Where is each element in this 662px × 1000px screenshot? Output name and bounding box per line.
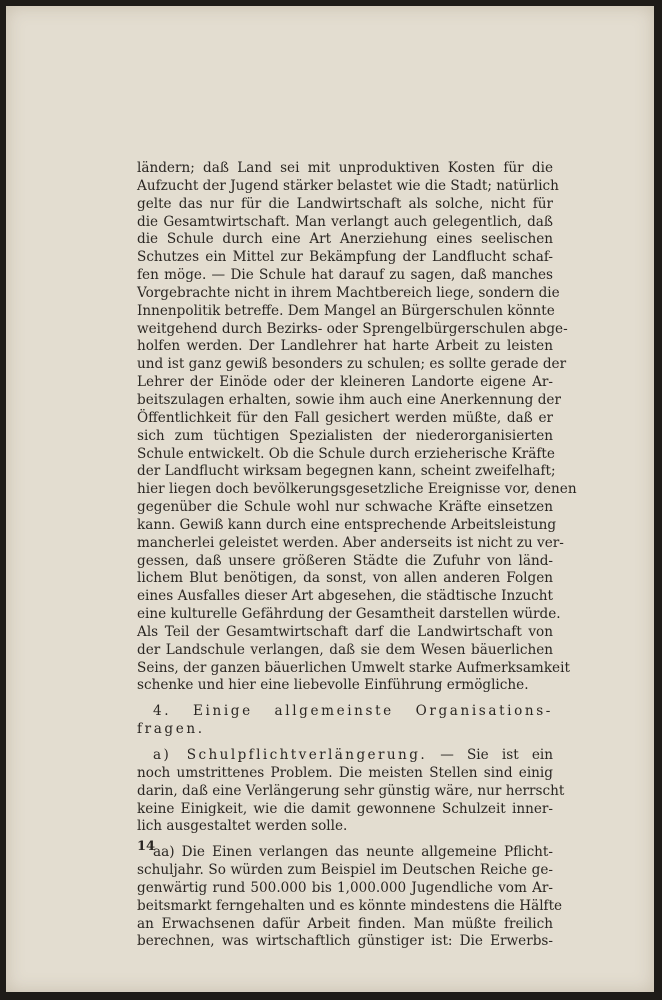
- text-line: an Erwachsenen dafür Arbeit finden. Man müßte freilich: [137, 915, 553, 932]
- text-line: gessen, daß unsere größeren Städte die Zufuhr von länd-: [137, 552, 553, 569]
- text-line: eine kulturelle Gefährdung der Gesamtheit darstellen würde.: [137, 606, 561, 623]
- text-line: [137, 747, 553, 765]
- text-line: holfen werden. Der Landlehrer hat harte Arbeit zu leisten: [137, 338, 553, 355]
- text-line: Lehrer der Einöde oder der kleineren Landorte eigene Ar-: [137, 374, 553, 391]
- text-line: darin, daß eine Verlängerung sehr günstig wäre, nur herrscht: [137, 782, 565, 799]
- paragraph-spacing: [137, 836, 553, 844]
- text-line: eines Ausfalles dieser Art abgesehen, die städtische Inzucht: [137, 588, 553, 605]
- text-line: Schule entwickelt. Ob die Schule durch erzieherische Kräfte: [137, 445, 555, 462]
- heading-line: 4. Einige allgemeinste Organisations-: [153, 703, 553, 720]
- text-line: berechnen, was wirtschaftlich günstiger ist: Die Erwerbs-: [137, 933, 553, 950]
- text-line: beitszulagen erhalten, sowie ihm auch eine Anerkennung der: [137, 391, 561, 408]
- text-line: kann. Gewiß kann durch eine entsprechende Arbeitsleistung: [137, 516, 557, 533]
- text-line: Aufzucht der Jugend stärker belastet wie die Stadt; natürlich: [137, 177, 559, 194]
- page-number: 14: [137, 839, 156, 854]
- text-line: die Gesamtwirtschaft. Man verlangt auch gelegentlich, daß: [137, 213, 553, 230]
- text-line: beitsmarkt ferngehalten und es könnte mindestens die Hälfte: [137, 897, 563, 914]
- text-line: mancherlei geleistet werden. Aber anderseits ist nicht zu ver-: [137, 534, 564, 551]
- book-page: [6, 6, 654, 992]
- text-line: Seins, der ganzen bäuerlichen Umwelt starke Aufmerksamkeit: [137, 659, 570, 676]
- text-line: genwärtig rund 500.000 bis 1,000.000 Jugendliche vom Ar-: [137, 879, 553, 896]
- text-line: schenke und hier eine liebevolle Einführung ermögliche.: [137, 677, 529, 694]
- text-line: Innenpolitik betreffe. Dem Mangel an Bürgerschulen könnte: [137, 302, 555, 319]
- text-line: Als Teil der Gesamtwirtschaft darf die Landwirtschaft von: [137, 623, 553, 640]
- text-line: ländern; daß Land sei mit unproduktiven Kosten für die: [137, 160, 553, 176]
- subsection-label: a) Schulpflichtverlängerung.: [153, 747, 428, 763]
- text-line: gegenüber die Schule wohl nur schwache Kräfte einsetzen: [137, 499, 553, 516]
- text-line: weitgehend durch Bezirks- oder Sprengelbürgerschulen abge-: [137, 320, 568, 337]
- paragraph-spacing: [137, 739, 553, 747]
- paragraph-neuntes-schuljahr: [137, 844, 563, 951]
- text-line: die Schule durch eine Art Anerziehung eines seelischen: [137, 231, 553, 248]
- paragraph-landflucht: [137, 160, 577, 695]
- text-line: Schutzes ein Mittel zur Bekämpfung der Landflucht schaf-: [137, 249, 553, 266]
- text-line: gelte das nur für die Landwirtschaft als solche, nicht für: [137, 195, 553, 212]
- text-line: lichem Blut benötigen, da sonst, von allen anderen Folgen: [137, 570, 553, 587]
- heading-line: fragen.: [137, 721, 205, 738]
- text-segment: — Sie ist ein: [427, 747, 553, 763]
- text-line: hier liegen doch bevölkerungsgesetzliche Ereignisse vor, denen: [137, 481, 577, 498]
- text-line: der Landflucht wirksam begegnen kann, scheint zweifelhaft;: [137, 463, 556, 480]
- body-text: [137, 160, 577, 951]
- text-line: lich ausgestaltet werden solle.: [137, 818, 348, 835]
- text-line: fen möge. — Die Schule hat darauf zu sagen, daß manches: [137, 267, 553, 284]
- text-line: Vorgebrachte nicht in ihrem Machtbereich liege, sondern die: [137, 284, 560, 301]
- text-line: keine Einigkeit, wie die damit gewonnene Schulzeit inner-: [137, 800, 553, 817]
- paragraph-spacing: [137, 695, 553, 703]
- section-heading: [137, 703, 553, 739]
- text-line: Öffentlichkeit für den Fall gesichert werden müßte, daß er: [137, 409, 553, 426]
- text-line: noch umstrittenes Problem. Die meisten Stellen sind einig: [137, 764, 553, 781]
- text-line: und ist ganz gewiß besonders zu schulen; es sollte gerade der: [137, 356, 567, 373]
- text-line: der Landschule verlangen, daß sie dem Wesen bäuerlichen: [137, 641, 553, 658]
- paragraph-schulpflicht: [137, 747, 565, 836]
- text-line: aa) Die Einen verlangen das neunte allgemeine Pflicht-: [153, 844, 553, 861]
- text-line: schuljahr. So würden zum Beispiel im Deutschen Reiche ge-: [137, 862, 553, 879]
- text-line: sich zum tüchtigen Spezialisten der niederorganisierten: [137, 427, 553, 444]
